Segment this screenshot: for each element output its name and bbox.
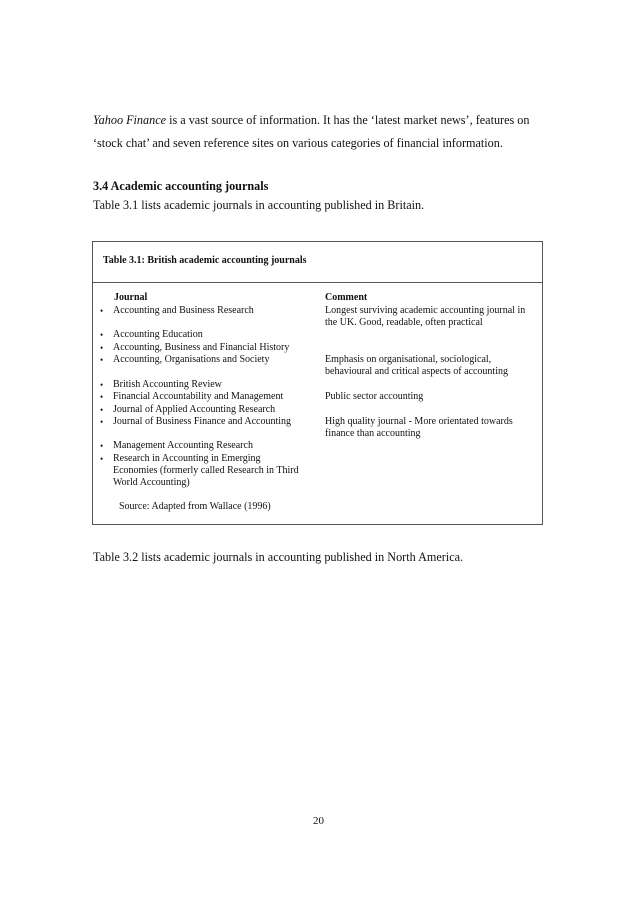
list-item: Accounting and Business Research bbox=[113, 305, 254, 316]
list-item: Journal of Applied Accounting Research bbox=[113, 404, 276, 415]
list-item: Accounting, Organisations and Society bbox=[113, 354, 270, 365]
bullet: • bbox=[100, 392, 104, 402]
comment-item: Public sector accounting bbox=[325, 391, 424, 402]
bullet: • bbox=[100, 355, 104, 365]
list-item-continuation: World Accounting) bbox=[113, 477, 190, 488]
list-item: Financial Accountability and Management bbox=[113, 391, 284, 402]
bullet: • bbox=[100, 417, 104, 427]
table-caption-box bbox=[92, 241, 543, 283]
after-table-text: Table 3.2 lists academic journals in accounting published in North America. bbox=[93, 550, 464, 564]
bullet: • bbox=[100, 343, 104, 353]
section-lead: Table 3.1 lists academic journals in accounting published in Britain. bbox=[93, 198, 425, 212]
bullet: • bbox=[100, 330, 104, 340]
table-source: Source: Adapted from Wallace (1996) bbox=[119, 501, 271, 512]
comment-item: Emphasis on organisational, sociological, behavioural and critical aspects of accounting bbox=[325, 354, 508, 378]
bullet: • bbox=[100, 306, 104, 316]
list-item: Management Accounting Research bbox=[113, 440, 253, 451]
intro-line-2: ‘stock chat’ and seven reference sites on various categories of financial information. bbox=[93, 136, 503, 150]
list-item: Research in Accounting in Emerging bbox=[113, 453, 261, 464]
yahoo-finance-title: Yahoo Finance bbox=[93, 113, 167, 127]
bullet: • bbox=[100, 441, 104, 451]
list-item: Journal of Business Finance and Accounting bbox=[113, 416, 292, 427]
list-item-continuation: Economies (formerly called Research in Third bbox=[113, 465, 299, 476]
comment-item: Longest surviving academic accounting journal in the UK. Good, readable, often practical bbox=[325, 305, 526, 329]
table-body-box bbox=[92, 281, 543, 525]
column-header-journal: Journal bbox=[114, 292, 148, 303]
list-item: Accounting Education bbox=[113, 329, 203, 340]
comment-item: High quality journal - More orientated towards finance than accounting bbox=[325, 416, 513, 440]
page-number: 20 bbox=[313, 815, 324, 827]
bullet: • bbox=[100, 405, 104, 415]
list-item: British Accounting Review bbox=[113, 379, 222, 390]
section-heading: 3.4 Academic accounting journals bbox=[93, 179, 269, 193]
list-item: Accounting, Business and Financial History bbox=[113, 342, 290, 353]
bullet: • bbox=[100, 454, 104, 464]
intro-line-1: Yahoo Finance is a vast source of information. It has the ‘latest market news’, features on bbox=[93, 113, 530, 127]
bullet: • bbox=[100, 380, 104, 390]
table-caption: Table 3.1: British academic accounting journals bbox=[103, 255, 307, 266]
column-header-comment: Comment bbox=[325, 292, 368, 303]
